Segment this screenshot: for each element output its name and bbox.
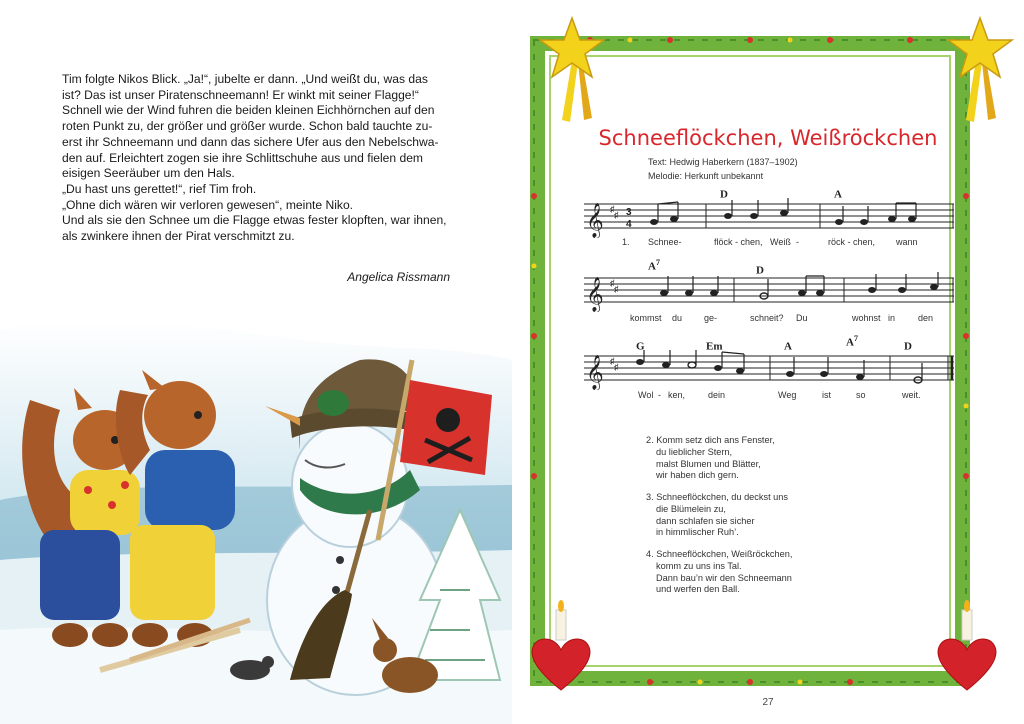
- lyric: kommst: [630, 313, 662, 323]
- svg-text:4: 4: [626, 219, 632, 230]
- story-line: eisigen Seeräuber um den Hals.: [62, 166, 235, 181]
- star-icon: [532, 10, 622, 130]
- lyric: weit.: [902, 390, 921, 400]
- verse-line: 3. Schneeflöckchen, du deckst uns: [646, 492, 788, 502]
- svg-text:♯: ♯: [614, 284, 619, 294]
- lyric: du: [672, 313, 683, 323]
- lyric: Weiß: [770, 237, 791, 247]
- story-line: „Du hast uns gerettet!“, rief Tim froh.: [62, 181, 257, 196]
- svg-text:♯: ♯: [610, 204, 615, 214]
- chord: D: [720, 188, 728, 201]
- story-line: als zwinkere ihnen der Pirat verschmitzt zu.: [62, 229, 295, 244]
- chord: D: [904, 340, 912, 353]
- story-line: ist? Das ist unser Piratenschneemann! Er winkt mit seiner Flagge!“: [62, 87, 419, 102]
- lyric: ge-: [704, 313, 718, 323]
- svg-text:♯: ♯: [610, 278, 615, 288]
- lyric: wann: [896, 237, 918, 247]
- chord: Em: [706, 340, 723, 353]
- svg-text:♯: ♯: [610, 356, 615, 366]
- lyric: dein: [708, 390, 726, 400]
- verse-line: und werfen den Ball.: [656, 584, 740, 595]
- svg-text:𝄞: 𝄞: [586, 203, 604, 238]
- verse-line: du lieblicher Stern,: [656, 446, 733, 457]
- chord: $A^7$: [648, 258, 660, 273]
- story-line: Schnell wie der Wind fuhren die beiden kleinen Eichhörnchen auf den: [62, 103, 435, 118]
- verse-line: komm zu uns ins Tal.: [656, 560, 742, 571]
- music-staff-1: [584, 198, 954, 238]
- verse-2: [646, 435, 775, 482]
- heart-candle-icon: [932, 600, 1002, 695]
- chord: D: [756, 264, 764, 277]
- verse-line: in himmlischer Ruh’.: [656, 527, 739, 538]
- lyric: Du: [796, 313, 808, 323]
- verse-line: 4. Schneeflöckchen, Weißröckchen,: [646, 549, 793, 559]
- verse-4: [646, 549, 792, 596]
- chord: A: [834, 188, 842, 201]
- lyric: Weg: [778, 390, 797, 400]
- lyric: ken,: [668, 390, 686, 400]
- music-staff-3: [584, 350, 954, 390]
- music-staff-2: [584, 272, 954, 312]
- lyric: 1.: [622, 237, 630, 247]
- story-line: Und als sie den Schnee um die Flagge etwas fester klopften, war ihnen,: [62, 213, 447, 228]
- lyric: schneit?: [750, 313, 784, 323]
- chord: A: [784, 340, 792, 353]
- heart-candle-icon: [526, 600, 596, 695]
- song-title: Schneeflöckchen, Weißröckchen: [598, 126, 938, 150]
- text-credit: Text: Hedwig Haberkern (1837–1902): [648, 157, 798, 167]
- svg-text:𝄞: 𝄞: [586, 355, 604, 390]
- snowman-squirrels-illustration: [0, 300, 512, 724]
- verse-line: wir haben dich gern.: [656, 470, 739, 481]
- story-line: den auf. Erleichtert zogen sie ihre Schlittschuhe aus und fielen dem: [62, 150, 424, 165]
- verse-line: dann schlafen sie sicher: [656, 515, 755, 526]
- lyric: in: [888, 313, 896, 323]
- melody-credit: Melodie: Herkunft unbekannt: [648, 171, 764, 181]
- lyric: den: [918, 313, 934, 323]
- svg-text:♯: ♯: [614, 210, 619, 220]
- star-icon: [932, 10, 1022, 130]
- story-line: „Ohne dich wären wir verloren gewesen“, meinte Niko.: [62, 197, 354, 212]
- lyric: Wol: [638, 390, 654, 400]
- chord: $A^7$: [846, 334, 858, 349]
- song-page: [512, 0, 1024, 724]
- svg-text:3: 3: [626, 207, 632, 218]
- story-text: [62, 72, 462, 245]
- svg-text:♯: ♯: [614, 362, 619, 372]
- lyric: so: [856, 390, 866, 400]
- lyric: Schnee-: [648, 237, 682, 247]
- lyric: flöck - chen,: [714, 237, 763, 247]
- svg-text:𝄞: 𝄞: [586, 277, 604, 312]
- verse-line: die Blümelein zu,: [656, 503, 726, 514]
- lyric: -: [796, 237, 799, 247]
- story-line: erst ihr Schneemann und dann das sichere Ufer aus den Nebelschwa-: [62, 134, 439, 149]
- lyric: -: [658, 390, 661, 400]
- story-line: roten Punkt zu, der größer und größer wurde. Schon bald tauchte zu-: [62, 119, 433, 134]
- story-author: Angelica Rissmann: [347, 270, 450, 284]
- page-number: 27: [762, 697, 774, 708]
- verse-line: Dann bau’n wir den Schneemann: [656, 572, 792, 583]
- chord: G: [636, 340, 645, 353]
- lyric: wohnst: [852, 313, 881, 323]
- verse-line: malst Blumen und Blätter,: [656, 458, 761, 469]
- verse-line: 2. Komm setz dich ans Fenster,: [646, 435, 775, 445]
- lyric: ist: [822, 390, 831, 400]
- verse-3: [646, 492, 788, 539]
- lyric: röck - chen,: [828, 237, 876, 247]
- story-line: Tim folgte Nikos Blick. „Ja!“, jubelte er dann. „Und weißt du, was das: [62, 72, 428, 86]
